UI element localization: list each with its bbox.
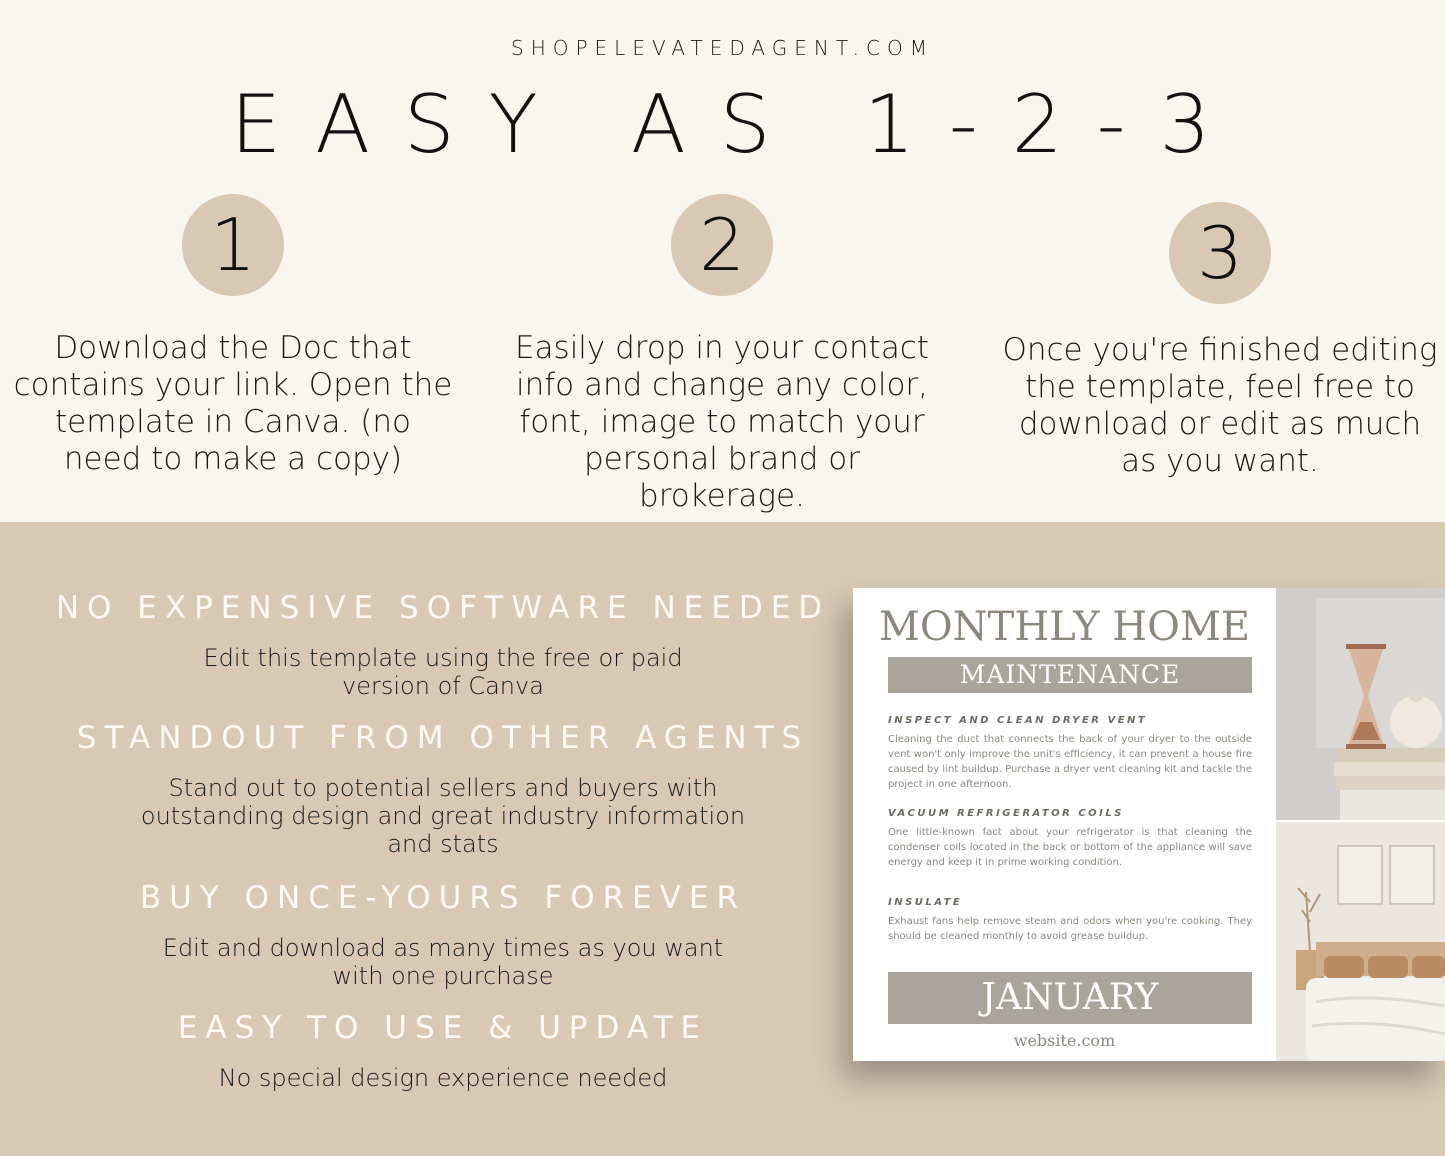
feature-no-software (0, 590, 886, 700)
template-preview-card (853, 588, 1445, 1061)
preview-section-heading: INSPECT AND CLEAN DRYER VENT (888, 715, 1148, 726)
preview-month-band: JANUARY (888, 972, 1252, 1024)
feature-title: BUY ONCE-YOURS FOREVER (139, 880, 747, 916)
bedroom-image (1276, 822, 1445, 1061)
step-number-circle: 2 (671, 194, 773, 296)
feature-title: NO EXPENSIVE SOFTWARE NEEDED (55, 590, 831, 626)
feature-text: Edit this template using the free or paid version of Canva (203, 644, 683, 700)
preview-subtitle-band: MAINTENANCE (888, 657, 1252, 693)
preview-section (888, 897, 1252, 944)
step-text: Once you're finished editing the template, feel free to download or edit as much as you want. (1002, 332, 1438, 479)
step-2 (502, 194, 942, 515)
preview-section-body: One little-known fact about your refrigerator is that cleaning the condenser coils located in the back or bottom of the appliance will save energy and keep it in prime working condition. (888, 827, 1252, 868)
feature-text: No special design experience needed (218, 1064, 668, 1092)
step-3 (1000, 202, 1440, 480)
preview-section-body: Cleaning the duct that connects the back of your dryer to the outside vent won't only improve the unit's efficiency, it can prevent a house fire caused by lint buildup. Purchase a dryer vent cleaning kit and tackle the project in one afternoon. (888, 734, 1252, 790)
preview-section (888, 808, 1252, 870)
preview-title: MONTHLY HOME (878, 604, 1251, 650)
preview-section (888, 715, 1252, 792)
bottom-section (0, 522, 1445, 1156)
headline: EASY AS 1-2-3 (230, 78, 1245, 171)
preview-section-heading: INSULATE (888, 897, 963, 908)
step-number-circle: 3 (1169, 202, 1271, 304)
preview-section-body: Exhaust fans help remove steam and odors when you're cooking. They should be cleaned monthly to avoid grease buildup. (888, 916, 1252, 942)
step-number-circle: 1 (182, 194, 284, 296)
feature-text: Edit and download as many times as you want with one purchase (162, 934, 724, 990)
feature-buy-once (0, 880, 886, 990)
feature-title: EASY TO USE & UPDATE (177, 1010, 709, 1046)
preview-photo-column (1276, 588, 1445, 1061)
top-section (0, 0, 1445, 522)
hourglass-vase-image (1276, 588, 1445, 820)
preview-section-heading: VACUUM REFRIGERATOR COILS (888, 808, 1124, 819)
step-text: Easily drop in your contact info and change any color, font, image to match your personal brand or brokerage. (514, 330, 930, 514)
decor-photo (1276, 588, 1445, 820)
preview-content (853, 588, 1276, 1061)
preview-website: website.com (1013, 1031, 1116, 1050)
step-1 (13, 194, 453, 478)
site-url: SHOPELEVATEDAGENT.COM (511, 36, 934, 60)
step-text: Download the Doc that contains your link. Open the template in Canva. (no need to make a copy) (13, 330, 453, 477)
bedroom-photo (1276, 822, 1445, 1061)
feature-title: STANDOUT FROM OTHER AGENTS (76, 720, 810, 756)
feature-text: Stand out to potential sellers and buyers with outstanding design and great industry information and stats (140, 774, 746, 858)
feature-easy-to-use (0, 1010, 886, 1092)
feature-standout (0, 720, 886, 858)
